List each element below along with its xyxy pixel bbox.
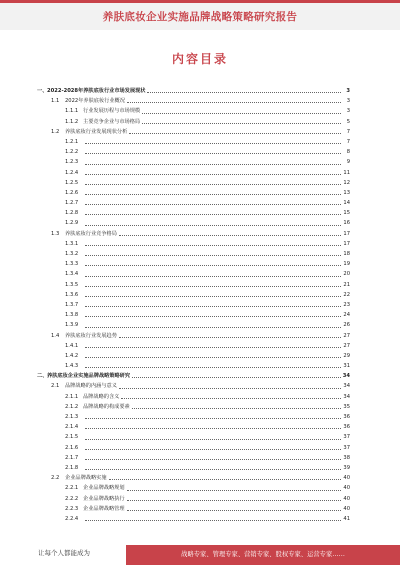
toc-entry-number: 1.1.2 [65,118,79,125]
toc-dot-leader [129,133,341,134]
toc-entry-number: 1.2.9 [65,220,79,227]
toc-entry[interactable] [37,371,350,381]
toc-dot-leader [85,520,341,521]
toc-dot-leader [85,174,341,175]
toc-entry-title: 2022年养肤底妆行业概况 [65,98,125,105]
toc-entry-number: 1.3.7 [65,301,79,308]
footer-slogan: 让每个人都能成为 [38,549,90,557]
toc-entry[interactable] [37,300,350,310]
toc-dot-leader [85,347,341,348]
toc-entry-page: 41 [343,515,350,522]
toc-entry-number: 2.2 [51,475,60,482]
toc-dot-leader [127,500,341,501]
toc-entry-number: 1.2.3 [65,159,79,166]
toc-entry-number: 二、 [37,373,48,380]
toc-entry-number: 1.2.4 [65,169,79,176]
toc-entry-page: 37 [343,434,350,441]
toc-dot-leader [85,265,341,266]
toc-entry-number: 1.3.5 [65,281,79,288]
toc-entry-page: 23 [343,301,350,308]
toc-entry-page: 13 [343,189,350,196]
toc-entry[interactable] [37,412,350,422]
toc-entry-page: 27 [343,342,350,349]
toc-entry[interactable] [37,249,350,259]
toc-entry-number: 2.2.2 [65,495,79,502]
toc-entry-number: 1.2.2 [65,149,79,156]
toc-entry-page: 40 [343,505,350,512]
toc-entry[interactable] [37,402,350,412]
toc-entry-title: 2022-2028年养肤底妆行业市场发展现状 [47,88,146,94]
toc-entry-title: 品牌战略的含义 [83,393,120,400]
toc-dot-leader [85,164,341,165]
toc-entry-number: 1.3.3 [65,261,79,268]
toc-dot-leader [85,306,341,307]
toc-entry-number: 2.1.3 [65,414,79,420]
toc-dot-leader [85,194,341,195]
toc-entry-page: 34 [343,383,350,390]
toc-entry-page: 40 [343,485,350,492]
toc-entry-page: 15 [343,210,350,217]
toc-entry-number: 1.2.6 [65,189,79,196]
toc-dot-leader [119,337,341,338]
toc-dot-leader [85,286,341,287]
toc-entry-number: 1.1 [51,98,60,105]
toc-entry-title: 行业发展历程与市场规模 [83,108,141,115]
toc-entry[interactable] [37,259,350,269]
toc-entry[interactable] [37,106,350,116]
toc-dot-leader [127,102,341,103]
toc-entry-page: 17 [343,240,350,247]
toc-dot-leader [85,418,341,419]
toc-entry-number: 一、 [37,88,48,94]
page-header [0,0,400,30]
toc-dot-leader [85,439,341,440]
toc-entry[interactable] [37,494,350,504]
toc-entry[interactable] [37,96,350,106]
toc-entry-number: 1.1.1 [65,108,79,115]
toc-entry-number: 1.3.8 [65,312,79,319]
toc-entry-page: 12 [343,179,350,186]
toc-dot-leader [109,479,341,480]
toc-dot-leader [85,327,341,328]
toc-entry-page: 7 [346,138,350,145]
toc-entry[interactable] [37,422,350,432]
toc-entry[interactable] [37,504,350,514]
toc-entry-page: 34 [343,393,350,400]
toc-entry-title: 养肤底妆行业发展现状分析 [65,128,128,135]
toc-entry-title: 品牌战略的内涵与意义 [65,383,117,390]
toc-dot-leader [132,408,341,409]
toc-entry-number: 1.3.9 [65,322,79,329]
toc-entry-page: 3 [346,98,350,105]
toc-entry-page: 22 [343,291,350,298]
toc-entry[interactable] [37,218,350,228]
toc-dot-leader [85,428,341,429]
toc-entry-title: 养肤底妆行业竞争格局 [65,230,117,237]
toc-dot-leader [85,204,341,205]
toc-entry-title: 养肤底妆行业发展趋势 [65,332,117,339]
toc-entry-page: 26 [343,322,350,329]
toc-entry[interactable] [37,453,350,463]
toc-entry-page: 34 [342,373,350,380]
toc-entry[interactable] [37,157,350,167]
toc-entry[interactable] [37,341,350,351]
toc-dot-leader [85,214,341,215]
toc-entry-number: 2.1.5 [65,434,79,441]
toc-entry-number: 1.2.8 [65,210,79,217]
toc-entry-page: 11 [343,169,350,176]
toc-entry-page: 40 [343,475,350,482]
toc-entry[interactable] [37,432,350,442]
toc-entry-number: 1.2.5 [65,179,79,186]
toc-entry[interactable] [37,381,350,391]
toc-entry-page: 24 [343,312,350,319]
toc-dot-leader [119,235,341,236]
toc-entry[interactable] [37,168,350,178]
toc-dot-leader [85,276,341,277]
toc-dot-leader [121,398,341,399]
toc-entry-number: 1.4 [51,332,60,339]
toc-entry[interactable] [37,463,350,473]
toc-entry-number: 2.1.2 [65,403,79,410]
toc-entry[interactable] [37,178,350,188]
toc-entry[interactable] [37,392,350,402]
toc-entry[interactable] [37,280,350,290]
toc-entry[interactable] [37,290,350,300]
toc-entry-number: 2.1.4 [65,424,79,431]
toc-entry-page: 36 [343,424,350,431]
toc-entry-number: 1.2.1 [65,138,79,145]
toc-entry-page: 38 [343,454,350,461]
toc-entry[interactable] [37,208,350,218]
toc-entry-page: 35 [343,403,350,410]
toc-entry-page: 18 [343,251,350,257]
toc-entry[interactable] [37,137,350,147]
toc-dot-leader [127,490,341,491]
toc-entry[interactable] [37,229,350,239]
toc-entry-title: 品牌战略的构成要素 [83,403,130,410]
toc-entry-page: 20 [343,271,350,278]
toc-entry-number: 1.4.1 [65,342,79,349]
toc-entry[interactable] [37,483,350,493]
toc-entry-title: 企业品牌战略执行 [83,495,125,502]
toc-entry-number: 1.4.3 [65,363,79,370]
toc-entry-title: 企业品牌战略管理 [83,505,125,512]
toc-entry-page: 27 [343,332,350,339]
toc-entry-page: 5 [346,118,350,125]
toc-entry[interactable] [37,269,350,279]
toc-entry[interactable] [37,361,350,371]
toc-entry-number: 2.1.6 [65,444,79,451]
toc-entry[interactable] [37,239,350,249]
toc-dot-leader [85,469,341,470]
toc-dot-leader [85,153,341,154]
toc-entry-number: 1.3.4 [65,271,79,278]
toc-entry-number: 1.3 [51,230,60,237]
toc-entry-page: 3 [346,88,350,94]
toc-dot-leader [85,296,341,297]
toc-dot-leader [142,123,341,124]
toc-dot-leader [85,255,341,256]
toc-entry-page: 16 [343,220,350,227]
toc-entry[interactable] [37,331,350,341]
toc-entry[interactable] [37,198,350,208]
toc-entry-page: 21 [343,281,350,288]
toc-entry-number: 2.2.1 [65,485,79,492]
toc-dot-leader [85,143,341,144]
toc-dot-leader [85,316,341,317]
toc-entry-title: 企业品牌战略实施 [65,475,107,482]
toc-dot-leader [85,459,341,460]
toc-dot-leader [147,92,341,93]
toc-dot-leader [85,245,341,246]
header-accent-stripe [0,0,400,3]
footer-banner: 战略专家、管理专家、营销专家、股权专家、运营专家…… [126,545,400,565]
toc-entry[interactable] [37,310,350,320]
toc-entry[interactable] [37,443,350,453]
toc-entry-page: 29 [343,352,350,359]
toc-entry[interactable] [37,117,350,127]
toc-entry-page: 3 [346,108,350,115]
toc-dot-leader [85,357,341,358]
toc-entry-number: 2.1.1 [65,393,79,400]
toc-entry-page: 40 [343,495,350,502]
toc-entry[interactable] [37,86,350,96]
toc-entry-number: 1.4.2 [65,352,79,359]
toc-entry-number: 2.2.4 [65,515,79,522]
toc-heading: 内容目录 [171,52,228,66]
document-title: 养肤底妆企业实施品牌战略策略研究报告 [102,11,298,23]
toc-entry[interactable] [37,351,350,361]
toc-entry-title: 主要竞争企业与市场格局 [83,118,141,125]
toc-dot-leader [142,113,341,114]
toc-entry-number: 1.3.1 [65,240,79,247]
toc-dot-leader [85,184,341,185]
toc-entry-number: 1.2 [51,128,60,135]
toc-entry[interactable] [37,188,350,198]
toc-dot-leader [132,377,341,378]
toc-entry-page: 17 [343,230,350,237]
toc-entry-page: 19 [343,261,350,268]
toc-entry[interactable] [37,473,350,483]
toc-dot-leader [85,449,341,450]
toc-entry-page: 14 [343,200,350,207]
toc-dot-leader [85,225,341,226]
toc-entry[interactable] [37,320,350,330]
toc-entry-page: 37 [343,444,350,451]
toc-dot-leader [127,510,341,511]
toc-entry-page: 39 [343,464,350,471]
toc-entry-number: 1.3.2 [65,251,79,257]
toc-entry-title: 养肤底妆企业实施品牌战略策略研究 [47,373,131,380]
toc-dot-leader [85,367,341,368]
toc-entry-number: 2.2.3 [65,505,79,512]
toc-entry-number: 2.1.8 [65,464,79,471]
toc-entry-number: 2.1 [51,383,60,390]
toc-entry[interactable] [37,147,350,157]
toc-entry-page: 8 [346,149,350,156]
toc-entry-page: 9 [346,159,350,166]
toc-dot-leader [119,388,341,389]
toc-entry-number: 1.3.6 [65,291,79,298]
toc-entry-number: 1.2.7 [65,200,79,207]
toc-entry[interactable] [37,127,350,137]
toc-entry-page: 7 [346,128,350,135]
toc-entry-number: 2.1.7 [65,454,79,461]
toc-entry-page: 31 [343,363,350,370]
toc-entry[interactable] [37,514,350,524]
toc-entry-title: 企业品牌战略规划 [83,485,125,492]
toc-entry-page: 36 [343,414,350,420]
table-of-contents [37,86,350,524]
